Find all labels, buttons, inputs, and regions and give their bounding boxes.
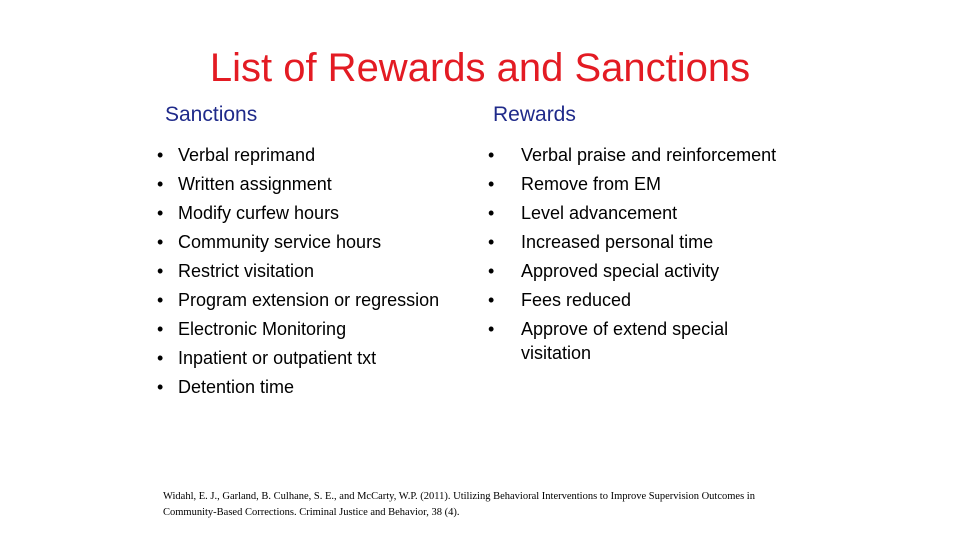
rewards-list-item	[488, 259, 778, 283]
rewards-list-item	[488, 288, 778, 312]
reward-label: Increased personal time	[521, 232, 714, 252]
citation: Widahl, E. J., Garland, B. Culhane, S. E., and McCarty, W.P. (2011). Utilizing Behavioral Interventions to Improve Supervision Outcomes in Community-Based Corrections. Criminal Justice and Behavior, 38 (4).	[163, 491, 755, 518]
sanctions-list-item	[157, 259, 439, 283]
bullet-icon: •	[488, 261, 495, 281]
bullet-icon: •	[157, 145, 164, 165]
rewards-list	[488, 143, 778, 370]
reward-label: Remove from EM	[521, 174, 662, 194]
sanctions-list-item	[157, 288, 439, 312]
sanction-label: Electronic Monitoring	[178, 319, 347, 339]
sanction-label: Inpatient or outpatient txt	[178, 348, 377, 368]
bullet-icon: •	[157, 232, 164, 252]
bullet-icon: •	[157, 319, 164, 339]
reward-label: Approve of extend special visitation	[521, 319, 729, 363]
sanctions-list-item	[157, 375, 439, 399]
reward-label: Fees reduced	[521, 290, 632, 310]
bullet-icon: •	[488, 319, 495, 339]
reward-label: Level advancement	[521, 203, 678, 223]
rewards-list-item	[488, 143, 778, 167]
sanction-label: Restrict visitation	[178, 261, 315, 281]
rewards-list-item	[488, 172, 778, 196]
sanctions-list-item	[157, 201, 439, 225]
rewards-list-item	[488, 230, 778, 254]
sanctions-list-item	[157, 143, 439, 167]
sanctions-list-item	[157, 346, 439, 370]
bullet-icon: •	[157, 290, 164, 310]
bullet-icon: •	[157, 348, 164, 368]
sanction-label: Community service hours	[178, 232, 382, 252]
bullet-icon: •	[488, 290, 495, 310]
reward-label: Approved special activity	[521, 261, 720, 281]
sanction-label: Program extension or regression	[178, 290, 440, 310]
bullet-icon: •	[157, 203, 164, 223]
rewards-list-item	[488, 317, 778, 365]
reward-label: Verbal praise and reinforcement	[521, 145, 777, 165]
bullet-icon: •	[488, 174, 495, 194]
sanctions-list	[157, 143, 439, 404]
sanction-label: Modify curfew hours	[178, 203, 340, 223]
sanctions-list-item	[157, 317, 439, 341]
slide-title: List of Rewards and Sanctions	[209, 46, 751, 90]
sanctions-list-item	[157, 230, 439, 254]
bullet-icon: •	[488, 232, 495, 252]
sanctions-list-item	[157, 172, 439, 196]
rewards-heading: Rewards	[493, 103, 576, 126]
sanction-label: Verbal reprimand	[178, 145, 316, 165]
sanction-label: Detention time	[178, 377, 295, 397]
bullet-icon: •	[488, 145, 495, 165]
sanction-label: Written assignment	[178, 174, 332, 194]
bullet-icon: •	[157, 377, 164, 397]
bullet-icon: •	[157, 174, 164, 194]
bullet-icon: •	[157, 261, 164, 281]
rewards-list-item	[488, 201, 778, 225]
bullet-icon: •	[488, 203, 495, 223]
sanctions-heading: Sanctions	[165, 103, 258, 126]
